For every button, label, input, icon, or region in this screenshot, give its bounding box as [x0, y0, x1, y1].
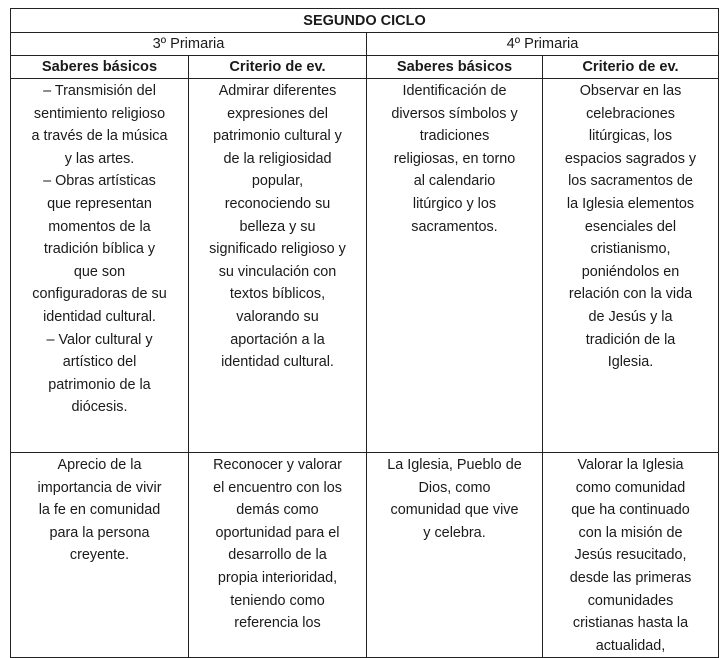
- grade-header-3: 3º Primaria: [11, 33, 367, 56]
- cell-text-line: textos bíblicos,: [229, 286, 326, 303]
- table-row: [11, 453, 719, 658]
- cell-text-line: La Iglesia, Pueblo de: [387, 457, 522, 473]
- cell-text-line: que son: [73, 263, 126, 280]
- cell-text-line: con la misión de: [578, 524, 683, 541]
- cell-text-line: poniéndolos en: [581, 263, 680, 280]
- cell-text-line: tradición bíblica y: [43, 241, 156, 258]
- cell-text-line: demás como: [236, 502, 319, 519]
- cell-text-line: creyente.: [69, 547, 130, 564]
- cell-text-line: cristianas hasta la: [572, 615, 689, 632]
- cell-text-line: reconociendo su: [224, 195, 331, 212]
- cell-text-line: – Transmisión del: [43, 83, 156, 99]
- cell-text-line: valorando su: [236, 308, 319, 325]
- cell-text-line: la Iglesia elementos: [566, 195, 695, 212]
- cell-text-line: referencia los: [234, 615, 321, 632]
- cell-text-line: patrimonio cultural y: [213, 128, 342, 145]
- cell-text-line: de la religiosidad: [223, 150, 332, 167]
- table-cell: [11, 79, 189, 453]
- cell-text-line: Identificación de: [402, 83, 507, 99]
- cell-text-line: tradiciones: [419, 128, 490, 145]
- column-header-criterio-4: Criterio de ev.: [543, 56, 719, 79]
- cell-text-line: litúrgicas, los: [588, 128, 673, 145]
- cell-text-line: Iglesia.: [607, 354, 654, 371]
- cell-text-line: su vinculación con: [218, 263, 337, 280]
- cell-text-line: actualidad,: [595, 637, 666, 654]
- cell-text-line: que representan: [47, 195, 152, 212]
- table-row: [11, 79, 719, 453]
- cell-text-line: – Obras artísticas: [43, 173, 156, 190]
- cell-text-line: patrimonio de la: [48, 376, 151, 393]
- cell-text-line: Valorar la Iglesia: [577, 457, 684, 473]
- cell-text-line: Observar en las: [579, 83, 682, 99]
- cell-text-line: Dios, como: [418, 479, 491, 496]
- table-title: SEGUNDO CICLO: [11, 9, 719, 33]
- cell-text-line: desde las primeras: [569, 569, 692, 586]
- cell-text-line: espacios sagrados y: [564, 150, 697, 167]
- cell-text-line: teniendo como: [230, 592, 325, 609]
- column-header-saberes-4: Saberes básicos: [367, 56, 543, 79]
- cell-text-line: significado religioso y: [209, 241, 346, 258]
- cell-text-line: momentos de la: [48, 218, 151, 235]
- cell-text-line: – Valor cultural y: [46, 331, 153, 348]
- cell-text-line: oportunidad para el: [215, 524, 340, 541]
- cell-text-line: cristianismo,: [590, 241, 671, 258]
- cell-text-line: comunidades: [587, 592, 674, 609]
- table-cell: [11, 453, 189, 658]
- cell-text-line: tradición de la: [585, 331, 676, 348]
- table-cell: [189, 453, 367, 658]
- table-cell: [543, 79, 719, 453]
- cell-text-line: configuradoras de su: [32, 286, 167, 303]
- cell-text-line: la fe en comunidad: [38, 502, 161, 519]
- table-cell: [367, 453, 543, 658]
- cell-text-line: relación con la vida: [568, 286, 693, 303]
- cell-text-line: comunidad que vive: [390, 502, 519, 519]
- cell-text-line: y celebra.: [423, 524, 486, 541]
- cell-text-line: identidad cultural.: [221, 354, 334, 371]
- cell-text-line: propia interioridad,: [217, 569, 338, 586]
- cell-text-line: identidad cultural.: [43, 308, 156, 325]
- cell-text-line: para la persona: [49, 524, 150, 541]
- cell-text-line: que ha continuado: [571, 502, 690, 519]
- table-cell: [367, 79, 543, 453]
- cell-text-line: aportación a la: [230, 331, 325, 348]
- cell-text-line: expresiones del: [227, 105, 328, 122]
- cell-text-line: de Jesús y la: [588, 308, 673, 325]
- column-header-saberes-3: Saberes básicos: [11, 56, 189, 79]
- cell-text-line: como comunidad: [575, 479, 686, 496]
- cell-text-line: popular,: [251, 173, 304, 190]
- table-cell: [543, 453, 719, 658]
- cell-text-line: artístico del: [62, 354, 137, 371]
- cell-text-line: Reconocer y valorar: [213, 457, 342, 473]
- cell-text-line: desarrollo de la: [228, 547, 327, 564]
- column-header-criterio-3: Criterio de ev.: [189, 56, 367, 79]
- cell-text-line: Aprecio de la: [57, 457, 142, 473]
- cell-text-line: celebraciones: [586, 105, 675, 122]
- curriculum-sheet: [10, 8, 718, 658]
- cell-text-line: importancia de vivir: [37, 479, 162, 496]
- cell-text-line: Admirar diferentes: [218, 83, 337, 99]
- cell-text-line: los sacramentos de: [568, 173, 693, 190]
- cell-text-line: sacramentos.: [411, 218, 498, 235]
- cell-text-line: religiosas, en torno: [393, 150, 516, 167]
- table-cell: [189, 79, 367, 453]
- cell-text-line: diócesis.: [71, 399, 128, 416]
- cell-text-line: belleza y su: [239, 218, 316, 235]
- cell-text-line: a través de la música: [31, 128, 168, 145]
- cell-text-line: Jesús resucitado,: [574, 547, 687, 564]
- cell-text-line: el encuentro con los: [213, 479, 342, 496]
- cell-text-line: al calendario: [413, 173, 496, 190]
- cell-text-line: sentimiento religioso: [33, 105, 166, 122]
- cell-text-line: diversos símbolos y: [391, 105, 518, 122]
- cell-text-line: litúrgico y los: [412, 195, 497, 212]
- cell-text-line: y las artes.: [64, 150, 135, 167]
- curriculum-table: [10, 8, 719, 658]
- grade-header-4: 4º Primaria: [367, 33, 719, 56]
- cell-text-line: esenciales del: [584, 218, 677, 235]
